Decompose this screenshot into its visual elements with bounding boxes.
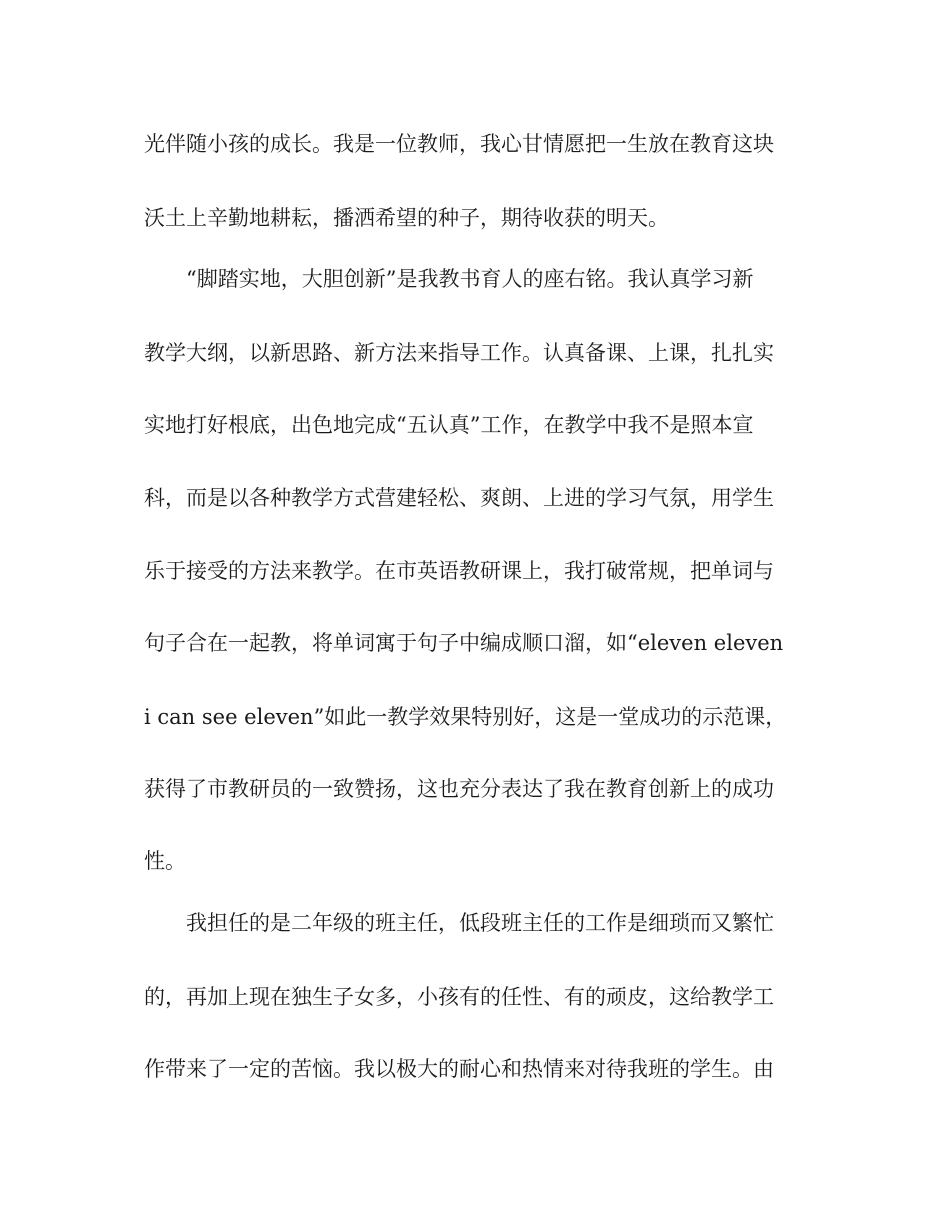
text-line: 教学大纲，以新思路、新方法来指导工作。认真备课、上课，扎扎实	[144, 341, 774, 365]
paragraph-first-line: “脚踏实地，大胆创新”是我教书育人的座右铭。我认真学习新	[186, 267, 754, 291]
text-line: 获得了市教研员的一致赞扬，这也充分表达了我在教育创新上的成功	[144, 777, 774, 801]
paragraph-first-line: 我担任的是二年级的班主任，低段班主任的工作是细琐而又繁忙	[186, 911, 774, 935]
text-line: 实地打好根底，出色地完成“五认真”工作，在教学中我不是照本宣	[144, 413, 754, 437]
text-line: 乐于接受的方法来教学。在市英语教研课上，我打破常规，把单词与	[144, 559, 774, 583]
text-line: 科，而是以各种教学方式营建轻松、爽朗、上进的学习气氛，用学生	[144, 486, 774, 510]
text-line: 性。	[144, 849, 186, 873]
text-line: i can see eleven”如此一教学效果特别好，这是一堂成功的示范课，	[144, 705, 787, 729]
text-line: 的，再加上现在独生子女多，小孩有的任性、有的顽皮，这给教学工	[144, 985, 774, 1009]
text-line: 句子合在一起教，将单词寓于句子中编成顺口溜，如“eleven eleven	[144, 631, 784, 655]
text-line: 作带来了一定的苦恼。我以极大的耐心和热情来对待我班的学生。由	[144, 1057, 774, 1081]
text-line: 沃土上辛勤地耕耘，播洒希望的种子，期待收获的明天。	[144, 206, 669, 230]
text-line: 光伴随小孩的成长。我是一位教师，我心甘情愿把一生放在教育这块	[144, 132, 774, 156]
